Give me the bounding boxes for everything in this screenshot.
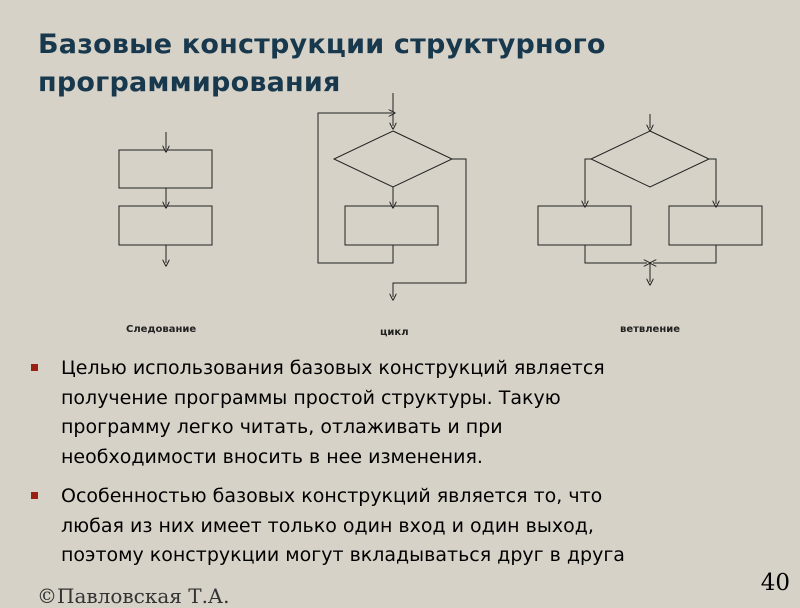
loop-diagram <box>318 93 466 297</box>
branch-left-process-block <box>538 206 631 245</box>
bullet-line: получение программы простой структуры. Такую <box>61 386 561 409</box>
branch-label: ветвление <box>620 324 681 335</box>
sequence-process-block-2 <box>119 206 212 245</box>
bullet-line: Особенностью базовых конструкций является то, что <box>61 485 603 507</box>
branch-left-arrow <box>585 159 591 204</box>
branch-right-merge-arrow <box>653 245 716 263</box>
loop-label: цикл <box>380 327 409 338</box>
square-bullet-icon <box>31 364 38 371</box>
branch-right-process-block <box>669 206 762 245</box>
sequence-label: Следование <box>126 324 197 335</box>
page-number: 40 <box>760 570 790 596</box>
loop-condition-diamond <box>334 131 452 187</box>
bullet-text-purpose <box>61 354 728 472</box>
bullet-item-purpose <box>28 354 728 472</box>
bullet-list <box>28 354 728 581</box>
bullet-line: Целью использования базовых конструкций является <box>61 357 605 379</box>
loop-process-block <box>345 206 438 245</box>
bullet-line: программу легко читать, отлаживать и при <box>61 416 503 438</box>
bullet-line: поэтому конструкции могут вкладываться друг в друга <box>61 544 625 566</box>
bullet-item-feature <box>28 482 728 571</box>
branch-condition-diamond <box>591 131 709 187</box>
sequence-diagram <box>119 132 212 263</box>
slide-title-line-1: Базовые конструкции структурного <box>38 29 606 61</box>
loop-exit-arrow <box>393 159 466 297</box>
bullet-text-feature <box>61 482 728 571</box>
slide-title-line-2: программирования <box>38 67 341 99</box>
square-bullet-icon <box>31 492 38 499</box>
bullet-line: необходимости вносить в нее изменения. <box>61 445 483 468</box>
sequence-process-block-1 <box>119 150 212 188</box>
branch-right-arrow <box>709 159 716 204</box>
branch-left-merge-arrow <box>585 245 647 263</box>
loop-back-arrow <box>318 113 393 263</box>
bullet-line: любая из них имеет только один вход и один выход, <box>61 514 594 537</box>
branch-diagram <box>538 114 762 282</box>
copyright-text: ©Павловская Т.А. <box>37 584 230 608</box>
